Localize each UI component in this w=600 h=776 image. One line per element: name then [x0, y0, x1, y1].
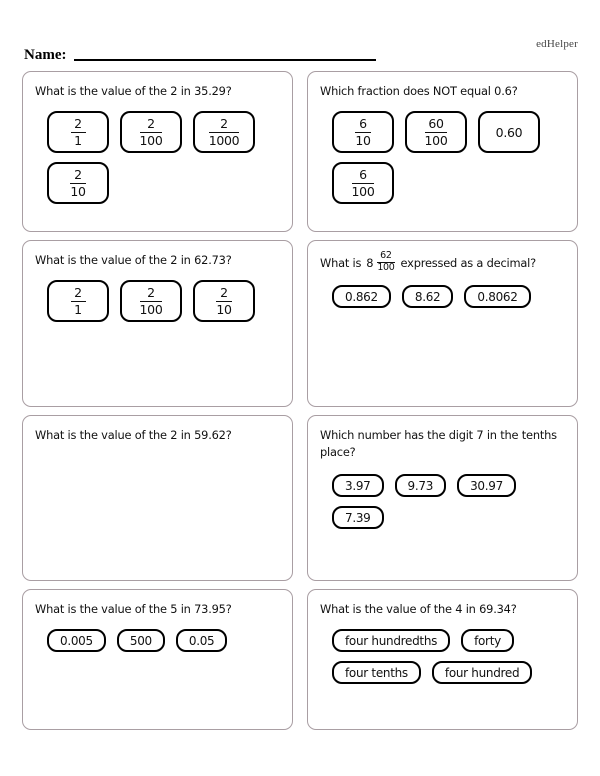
- answer-choice[interactable]: [405, 111, 467, 153]
- name-write-in-line[interactable]: [74, 59, 376, 61]
- answer-choice[interactable]: [402, 285, 454, 308]
- answer-choice-label: 0.05: [188, 633, 215, 648]
- denominator: 1000: [208, 133, 240, 148]
- answer-choice[interactable]: [332, 474, 384, 497]
- answer-choice[interactable]: [176, 629, 228, 652]
- numerator: 6: [359, 167, 367, 182]
- denominator: 100: [139, 133, 163, 148]
- fraction: [425, 117, 448, 147]
- question-prompt-4-part-1: What is: [320, 255, 362, 270]
- question-card-8: [307, 589, 578, 730]
- answer-choice[interactable]: [47, 280, 109, 322]
- answer-choice[interactable]: [120, 280, 182, 322]
- question-card-4: [307, 240, 578, 407]
- fraction: [71, 117, 86, 147]
- numerator: 2: [220, 116, 228, 131]
- question-prompt-1: What is the value of the 2 in 35.29?: [35, 84, 232, 98]
- answer-choice[interactable]: [478, 111, 540, 153]
- question-prompt-7: What is the value of the 5 in 73.95?: [35, 602, 232, 616]
- question-prompt-5: What is the value of the 2 in 59.62?: [35, 428, 232, 442]
- denominator: 100: [377, 262, 395, 273]
- answer-choice[interactable]: [457, 474, 516, 497]
- answer-choice[interactable]: [332, 506, 384, 529]
- answer-choice-label: 9.73: [407, 478, 434, 493]
- answer-choice-label: 7.39: [345, 510, 371, 525]
- answer-choices-3: [35, 280, 280, 322]
- denominator: 100: [424, 133, 448, 148]
- question-prompt-8: What is the value of the 4 in 69.34?: [320, 602, 517, 616]
- denominator: 10: [216, 302, 232, 317]
- numerator: 2: [74, 116, 82, 131]
- question-card-6: [307, 415, 578, 581]
- question-card-5: [22, 415, 293, 581]
- answer-choice[interactable]: [193, 280, 255, 322]
- answer-choice[interactable]: [461, 629, 514, 652]
- answer-choice[interactable]: [332, 661, 421, 684]
- answer-choice-label: 0.005: [60, 633, 93, 648]
- question-prompt-6: Which number has the digit 7 in the tenths place?: [320, 428, 557, 459]
- answer-choices-4: [320, 285, 565, 308]
- answer-choice[interactable]: [117, 629, 165, 652]
- edhelper-logo: edHelper: [536, 38, 578, 50]
- denominator: 1: [74, 302, 82, 317]
- answer-choice[interactable]: [332, 285, 391, 308]
- denominator: 10: [355, 133, 371, 148]
- numerator: 62: [380, 250, 392, 261]
- fraction: [140, 117, 163, 147]
- denominator: 100: [139, 302, 163, 317]
- answer-choice-label: 500: [129, 633, 152, 648]
- question-prompt-3: What is the value of the 2 in 62.73?: [35, 253, 232, 267]
- answer-choice-label: 0.862: [345, 289, 378, 304]
- fraction: [140, 286, 163, 316]
- answer-choice[interactable]: [47, 111, 109, 153]
- question-card-3: [22, 240, 293, 407]
- question-grid: [22, 71, 578, 730]
- answer-choices-2: [320, 111, 565, 204]
- answer-choice[interactable]: [332, 629, 450, 652]
- answer-choices-8: [320, 629, 565, 684]
- answer-choices-1: [35, 111, 280, 204]
- answer-choice[interactable]: [47, 629, 106, 652]
- question-prompt-2: Which fraction does NOT equal 0.6?: [320, 84, 518, 98]
- fraction: [209, 117, 240, 147]
- answer-choice[interactable]: [464, 285, 530, 308]
- fraction: [352, 168, 375, 198]
- fraction: [355, 117, 370, 147]
- answer-choice[interactable]: [395, 474, 447, 497]
- question-card-7: [22, 589, 293, 730]
- answer-choice-label: 3.97: [345, 478, 371, 493]
- answer-choice-label: 30.97: [470, 478, 503, 493]
- answer-choice[interactable]: [120, 111, 182, 153]
- answer-choice[interactable]: [332, 162, 394, 204]
- name-label: Name:: [24, 47, 67, 63]
- answer-choice-label: 8.62: [414, 289, 441, 304]
- denominator: 100: [351, 184, 375, 199]
- denominator: 10: [70, 184, 86, 199]
- answer-choice-label: 0.60: [495, 124, 523, 140]
- numerator: 6: [359, 116, 367, 131]
- mixed-number-fraction: [377, 251, 394, 273]
- numerator: 2: [220, 285, 228, 300]
- name-field-row: [24, 48, 376, 63]
- answer-choice[interactable]: [332, 111, 394, 153]
- answer-choice-label: forty: [474, 633, 501, 648]
- numerator: 2: [147, 285, 155, 300]
- numerator: 60: [428, 116, 444, 131]
- answer-choice-label: four hundred: [444, 665, 520, 680]
- answer-choices-7: [35, 629, 280, 652]
- fraction: [216, 286, 231, 316]
- question-prompt-4: [320, 252, 565, 274]
- numerator: 2: [147, 116, 155, 131]
- question-prompt-4-part-2: expressed as a decimal?: [400, 255, 536, 270]
- numerator: 2: [74, 167, 82, 182]
- answer-choices-6: [320, 474, 565, 529]
- numerator: 2: [74, 285, 82, 300]
- denominator: 1: [74, 133, 82, 148]
- mixed-number-whole: 8: [366, 255, 374, 270]
- answer-choice[interactable]: [193, 111, 255, 153]
- answer-choice-label: 0.8062: [477, 289, 518, 304]
- question-card-2: [307, 71, 578, 232]
- answer-choice[interactable]: [47, 162, 109, 204]
- answer-choice-label: four hundredths: [345, 633, 438, 648]
- answer-choice[interactable]: [432, 661, 532, 684]
- answer-choice-label: four tenths: [345, 665, 408, 680]
- fraction: [71, 286, 86, 316]
- question-card-1: [22, 71, 293, 232]
- fraction: [70, 168, 85, 198]
